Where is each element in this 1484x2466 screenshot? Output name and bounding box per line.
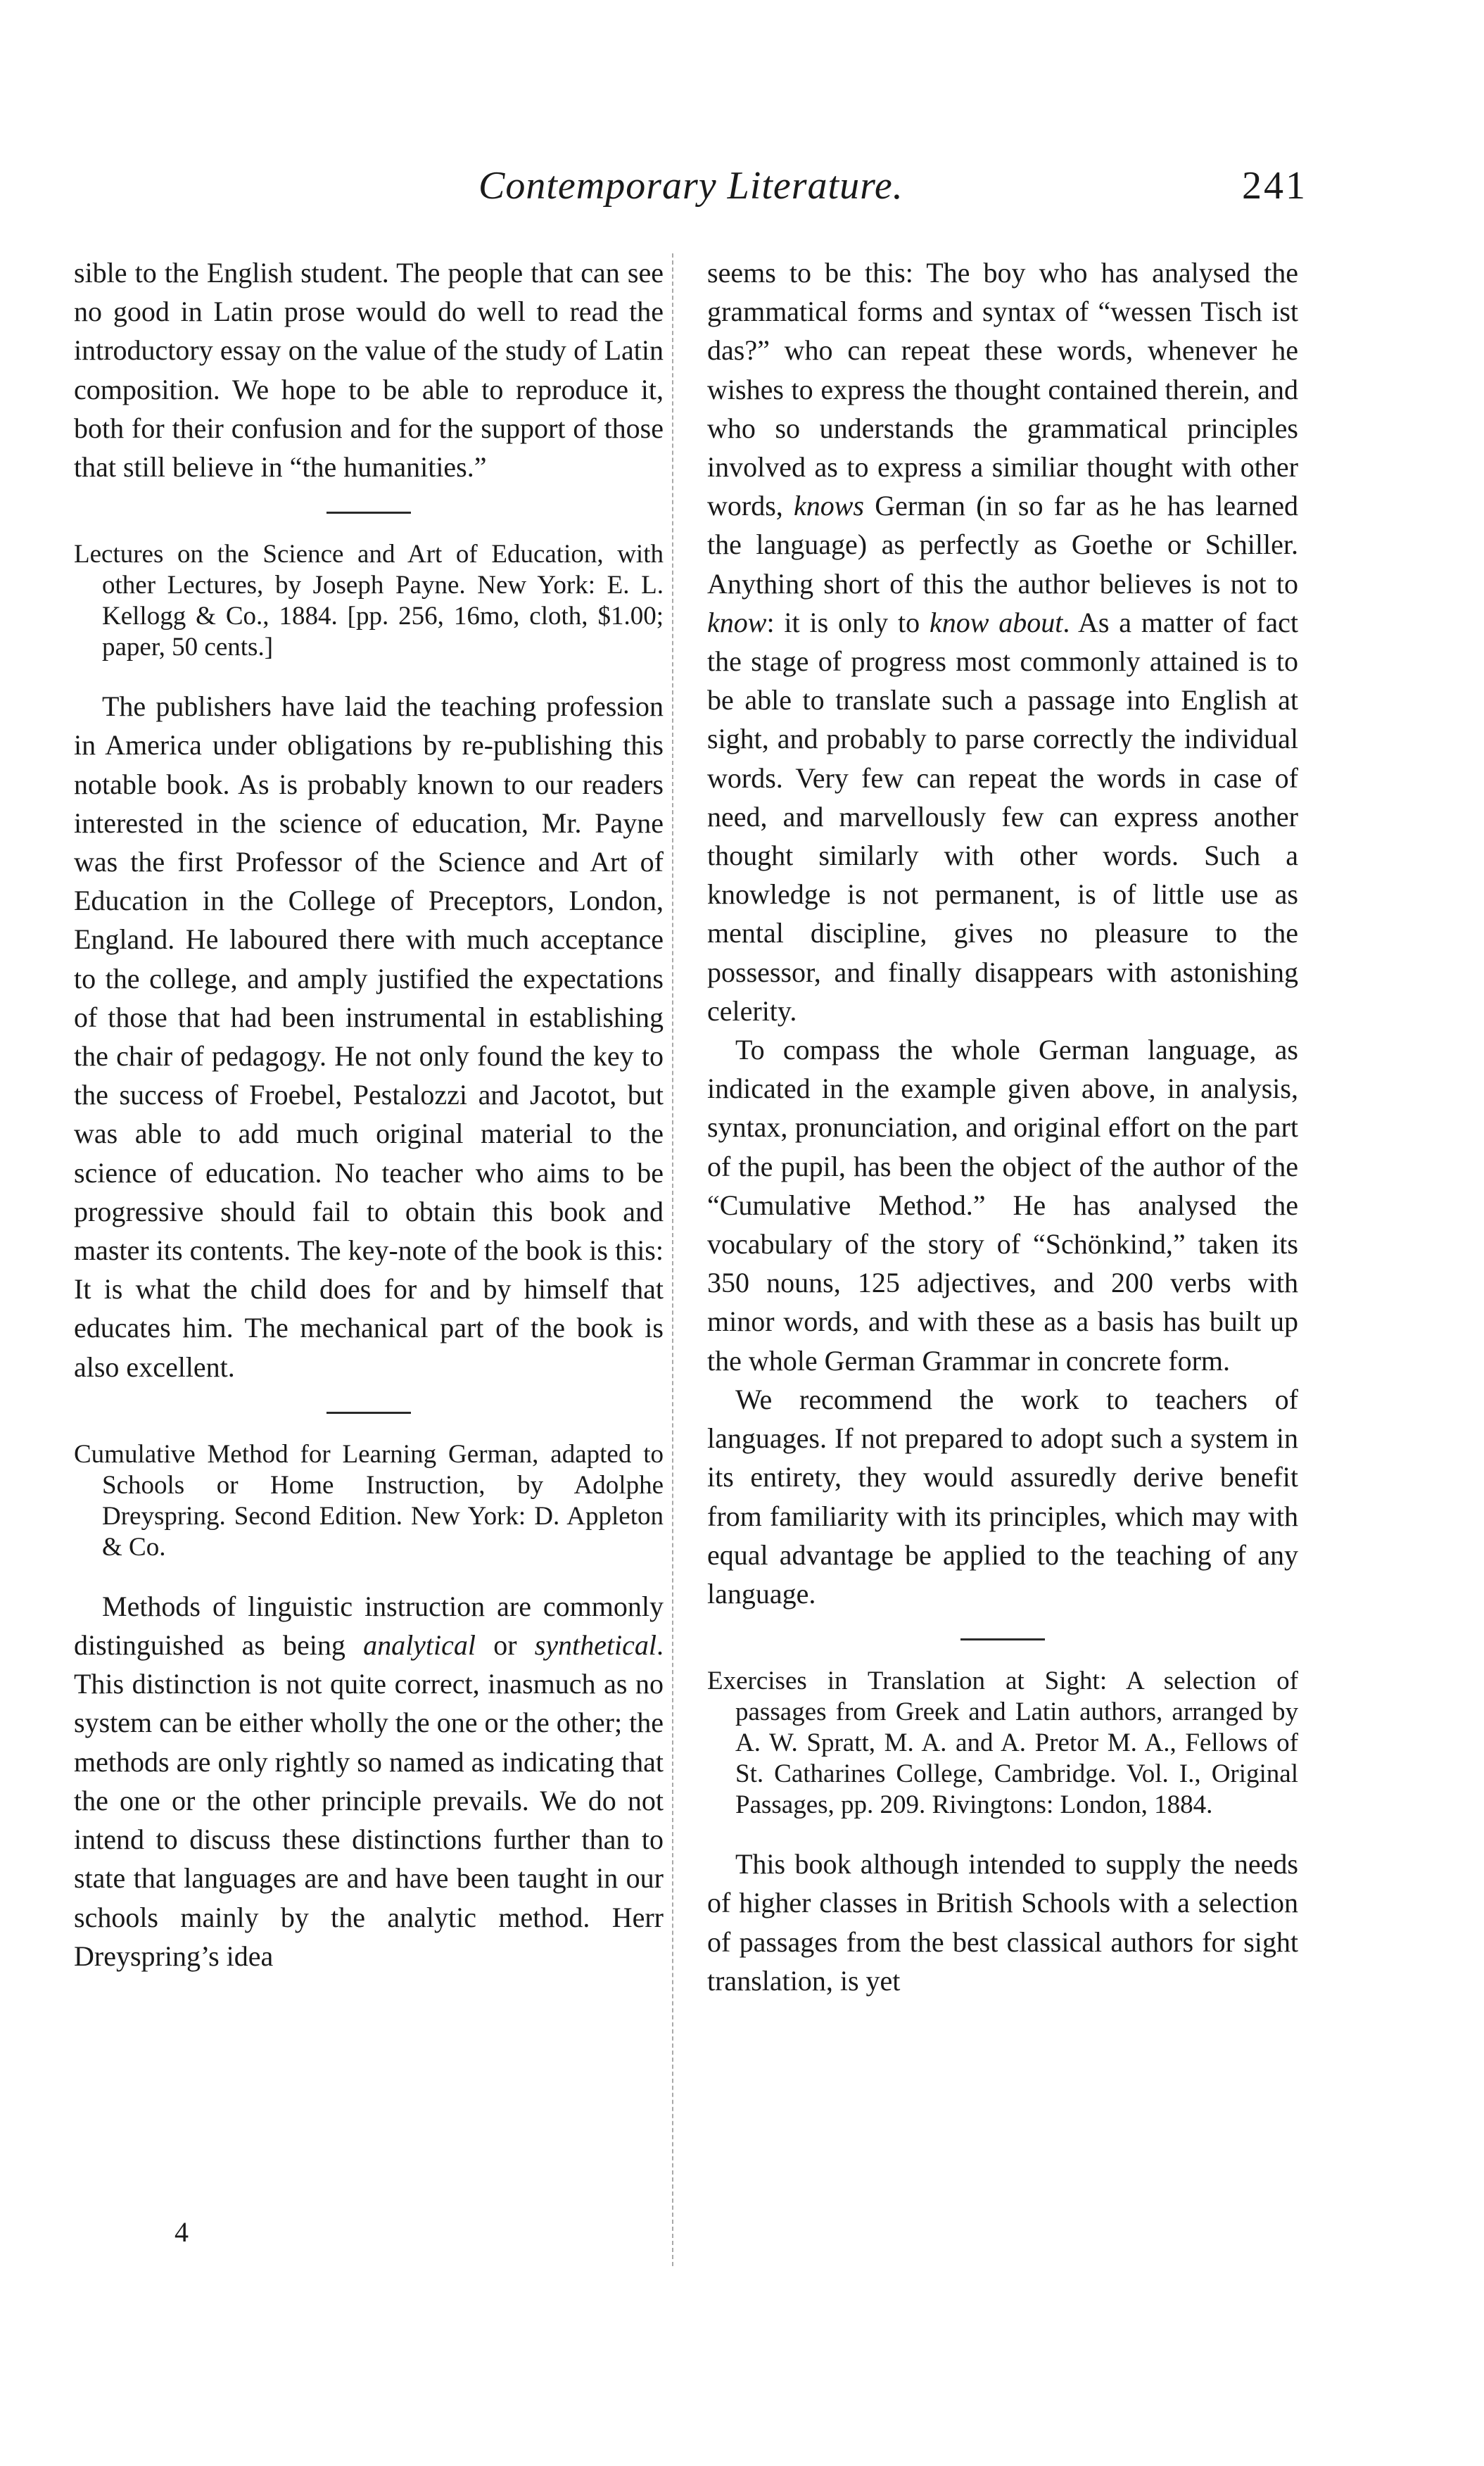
review-body-cumulative-method [74, 1587, 664, 1975]
section-divider [960, 1638, 1045, 1640]
left-column [74, 253, 664, 1975]
text-run: or [476, 1629, 535, 1662]
paragraph: To compass the whole German language, as indicated in the example given above, in analysis, syntax, pronunciation, and original effort on the part of the pupil, has been the object of the author of the “Cumulative Method.” He has analysed the vocabulary of the story of “Schönkind,” taken its 350 nouns, 125 adjectives, and 200 verbs with minor words, and with these as a basis has built up the whole German Grammar in concrete form. [707, 1034, 1298, 1377]
page-number: 241 [1242, 164, 1307, 208]
review-heading-title: Cumulative Method for Learning German, [74, 1439, 539, 1469]
text-run: . As a matter of fact the stage of progress most commonly attained is to be able to translate such a passage into English at sight, and probably to parse correctly the individual words. Very few can repeat the words in case of need, and marvellously few can express another thought similarly with other words. Such a knowledge is not permanent, is of little use as mental discipline, gives no pleasure to the possessor, and finally disappears with astonishing celerity. [707, 606, 1299, 1027]
section-divider [326, 512, 411, 514]
signature-mark: 4 [175, 2216, 189, 2248]
review-body-exercises: This book although intended to supply the needs of higher classes in British Schools with a selection of passages from the best classical authors for sight translation, is yet [707, 1848, 1298, 1997]
text-run: : it is only to [766, 606, 930, 638]
review-heading-title: Lectures on the Science and Art of Education, with other Lectures, [74, 540, 664, 600]
review-heading-lectures [74, 539, 664, 663]
review-heading-details: by Joseph Payne. New York: E. L. Kellogg & Co., 1884. [pp. 256, 16mo, cloth, $1.00; paper, 50 cents.] [102, 571, 664, 662]
review-heading-exercises [707, 1666, 1298, 1821]
section-divider [326, 1412, 411, 1414]
review-heading-cumulative-method [74, 1439, 664, 1563]
emphasis-knows: knows [794, 490, 864, 522]
emphasis-know-about: know about [929, 606, 1063, 638]
paragraph-continuation [707, 253, 1298, 1030]
column-rule [672, 253, 673, 2266]
right-column [707, 253, 1298, 2000]
emphasis-synthetical: synthetical [534, 1629, 657, 1662]
text-run: German (in so far as he has learned the language) as perfectly as Goethe or Schiller. Anything short of this the author believes is not to [707, 490, 1299, 600]
text-run: seems to be this: The boy who has analysed the grammatical forms and syntax of “wessen Tisch ist das?” who can repeat these words, whenever he wishes to express the thought contained therein, and who so understands the grammatical principles involved as to express a similiar thought with other words, [707, 257, 1298, 522]
emphasis-analytical: analytical [363, 1629, 476, 1662]
text-run: Methods of linguistic instruction are commonly distinguished as being [74, 1590, 664, 1662]
review-heading-title: Exercises in Translation at Sight: [707, 1667, 1108, 1696]
review-heading-details: A selection of passages from Greek and Latin authors, arranged by A. W. Spratt, M. A. and A. Pretor M. A., Fellows of St. Catharines College, Cambridge. Vol. I., Original Passages, pp. 209. Rivingtons: London, 1884. [735, 1667, 1298, 1820]
review-body-lectures: The publishers have laid the teaching profession in America under obligations by re-publishing this notable book. As is probably known to our readers interested in the science of education, Mr. Payne was the first Professor of the Science and Art of Education in the College of Preceptors, London, England. He laboured there with much acceptance to the college, and amply justified the expectations of those that had been instrumental in establishing the chair of pedagogy. He not only found the key to the success of Froebel, Pestalozzi and Jacotot, but was able to add much original material to the science of education. No teacher who aims to be progressive should fail to obtain this book and master its contents. The key-note of the book is this: It is what the child does for and by himself that educates him. The mechanical part of the book is also excellent. [74, 690, 664, 1383]
paragraph: We recommend the work to teachers of languages. If not prepared to adopt such a system in its entirety, they would assuredly derive benefit from familiarity with its principles, which may with equal advantage be applied to the teaching of any language. [707, 1383, 1298, 1610]
paragraph-continuation: sible to the English student. The people that can see no good in Latin prose would do well to read the introductory essay on the value of the study of Latin composition. We hope to be able to reproduce it, both for their confusion and for the support of those that still believe in “the humanities.” [74, 257, 664, 483]
text-run: . This distinction is not quite correct, inasmuch as no system can be either wholly the one or the other; the methods are only rightly so named as indicating that the one or the other principle prevails. We do not intend to discuss these distinctions further than to state that languages are and have been taught in our schools mainly by the analytic method. Herr Dreyspring’s idea [74, 1629, 664, 1972]
emphasis-know: know [707, 606, 767, 638]
running-head [0, 163, 1484, 220]
running-title: Contemporary Literature. [478, 164, 903, 208]
review-heading-details: adapted to Schools or Home Instruction, by Adolphe Dreyspring. Second Edition. New York: D. Appleton & Co. [102, 1439, 664, 1562]
